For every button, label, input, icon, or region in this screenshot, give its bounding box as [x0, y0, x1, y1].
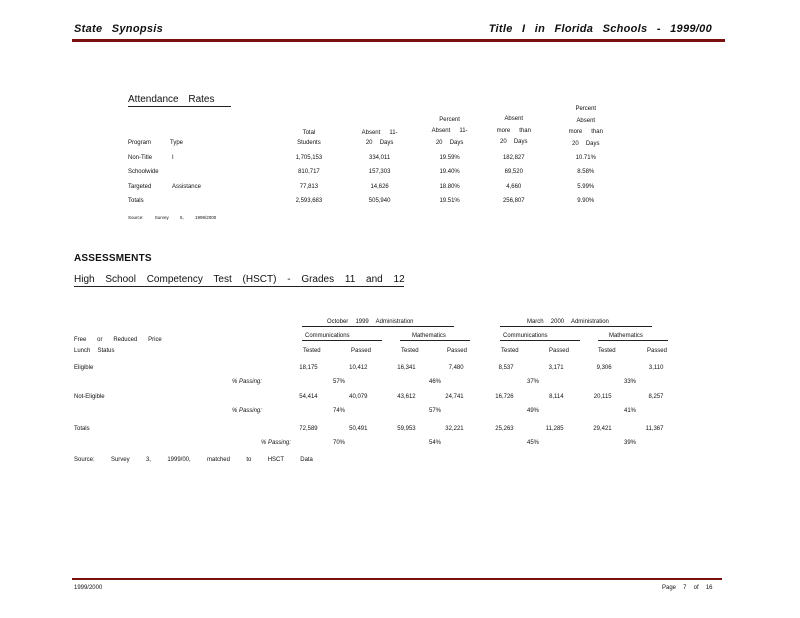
of-label: of [693, 584, 699, 591]
header-left-title: State Synopsis [74, 23, 164, 35]
cell-pct: 19.40% [439, 168, 460, 175]
group-label-line1: Free or Reduced Price [74, 336, 162, 343]
admin-march: March 2000 Administration [527, 318, 609, 325]
cell-absent: 14,626 [370, 183, 389, 190]
cell-pct-more: 9.90% [577, 197, 595, 204]
cell-absent-more: 69,520 [504, 168, 523, 175]
footer-year: 1999/2000 [74, 584, 103, 591]
col-pctmore-line3: more than [568, 128, 603, 135]
header-rule [72, 39, 725, 42]
col-total-line1: Total [302, 129, 316, 136]
col-absmore-line1: Absent [504, 115, 524, 122]
assessments-title: ASSESSMENTS [74, 253, 152, 264]
col-pct1120-line1: Percent [439, 116, 460, 123]
passing-label: % Passing: [232, 407, 262, 414]
value-cell: 43,612 [397, 393, 416, 400]
admin-march-underline [500, 326, 652, 327]
underline [598, 340, 668, 341]
underline [302, 340, 382, 341]
hsct-subtitle-underline [74, 286, 404, 287]
value-cell: 9,306 [596, 364, 612, 371]
subject-mar-mathematics: Mathematics [609, 332, 643, 339]
cell-pct-more: 10.71% [575, 154, 596, 161]
cell-absent: 157,303 [368, 168, 391, 175]
col-tested: Tested [401, 347, 419, 354]
footer-rule [72, 578, 722, 580]
cell-type: Assistance [172, 183, 201, 190]
col-pctmore-line4: 20 Days [572, 140, 600, 147]
pct-cell: 45% [527, 439, 539, 446]
pct-cell: 46% [429, 378, 441, 385]
value-cell: 3,110 [648, 364, 664, 371]
col-program: Program [128, 139, 151, 146]
attendance-title: Attendance Rates [128, 94, 215, 105]
value-cell: 25,263 [495, 425, 514, 432]
attendance-title-underline [128, 106, 231, 107]
pct-cell: 33% [624, 378, 636, 385]
underline [500, 340, 580, 341]
page-total: 16 [705, 584, 713, 591]
value-cell: 8,257 [648, 393, 664, 400]
col-passed: Passed [351, 347, 371, 354]
underline [400, 340, 470, 341]
header-right-title: Title I in Florida Schools - 1999/00 [488, 23, 712, 35]
col-pctmore-line1: Percent [575, 105, 597, 112]
col-tested: Tested [303, 347, 321, 354]
passing-label: % Passing: [261, 439, 291, 446]
value-cell: 40,079 [349, 393, 368, 400]
cell-total: 810,717 [298, 168, 320, 175]
pct-cell: 57% [333, 378, 345, 385]
col-abs1120-line1: Absent 11- [361, 129, 398, 136]
cell-absent: 334,011 [369, 154, 391, 161]
value-cell: 72,589 [299, 425, 318, 432]
col-total-line2: Students [297, 139, 321, 146]
col-passed: Passed [549, 347, 569, 354]
admin-october: October 1999 Administration [327, 318, 414, 325]
row-label: Totals [74, 425, 90, 432]
value-cell: 32,221 [445, 425, 464, 432]
pct-cell: 37% [527, 378, 539, 385]
cell-program: Totals [128, 197, 144, 204]
cell-pct-more: 5.99% [577, 183, 595, 190]
cell-total: 77,813 [299, 183, 319, 190]
cell-pct: 18.80% [439, 183, 460, 190]
group-label-line2: Lunch Status [74, 347, 115, 354]
subject-mar-communications: Communications [503, 332, 548, 339]
value-cell: 29,421 [593, 425, 612, 432]
value-cell: 3,171 [548, 364, 564, 371]
value-cell: 50,491 [349, 425, 368, 432]
col-pct1120-line3: 20 Days [435, 139, 464, 146]
cell-type: I [172, 154, 174, 161]
value-cell: 16,726 [495, 393, 514, 400]
value-cell: 10,412 [349, 364, 368, 371]
pct-cell: 74% [333, 407, 345, 414]
page-number: 7 [683, 584, 687, 591]
footer-page-indicator [662, 584, 713, 591]
value-cell: 54,414 [299, 393, 318, 400]
value-cell: 7,480 [448, 364, 464, 371]
pct-cell: 39% [624, 439, 636, 446]
cell-absent: 505,940 [368, 197, 391, 204]
value-cell: 18,175 [299, 364, 318, 371]
value-cell: 8,537 [498, 364, 514, 371]
assessments-source: Source: Survey 3, 1999/00, matched to HSCT Data [74, 456, 313, 463]
subject-oct-communications: Communications [305, 332, 350, 339]
col-pctmore-line2: Absent [576, 117, 596, 124]
pct-cell: 41% [624, 407, 636, 414]
cell-program: Schoolwide [128, 168, 159, 175]
col-passed: Passed [647, 347, 667, 354]
col-pct1120-line2: Absent 11- [431, 127, 468, 134]
cell-absent-more: 256,807 [502, 197, 525, 204]
passing-label: % Passing: [232, 378, 262, 385]
cell-program: Targeted [128, 183, 152, 190]
col-absmore-line2: more than [496, 127, 531, 134]
value-cell: 16,341 [397, 364, 416, 371]
col-absmore-line3: 20 Days [500, 138, 528, 145]
cell-absent-more: 182,827 [502, 154, 525, 161]
value-cell: 59,953 [397, 425, 416, 432]
col-tested: Tested [598, 347, 616, 354]
pct-cell: 49% [527, 407, 539, 414]
cell-total: 2,593,683 [295, 197, 323, 204]
hsct-subtitle: High School Competency Test (HSCT) - Grades 11 and 12 [74, 274, 405, 285]
subject-oct-mathematics: Mathematics [412, 332, 446, 339]
col-abs1120-line2: 20 Days [365, 139, 394, 146]
cell-program: Non-Title [128, 154, 153, 161]
row-label: Eligible [74, 364, 94, 371]
cell-total: 1,705,153 [295, 154, 323, 161]
col-tested: Tested [501, 347, 519, 354]
attendance-source: Source: Survey 5, 1999/2000 [128, 215, 217, 220]
pct-cell: 54% [429, 439, 441, 446]
cell-pct: 19.59% [439, 154, 460, 161]
cell-absent-more: 4,660 [506, 183, 522, 190]
row-label: Not-Eligible [74, 393, 105, 400]
value-cell: 24,741 [445, 393, 464, 400]
pct-cell: 57% [429, 407, 441, 414]
col-passed: Passed [447, 347, 467, 354]
admin-october-underline [302, 326, 454, 327]
value-cell: 20,115 [593, 393, 612, 400]
cell-pct-more: 8.58% [577, 168, 595, 175]
value-cell: 11,367 [645, 425, 664, 432]
page-label: Page [662, 584, 676, 591]
cell-pct: 19.51% [439, 197, 460, 204]
pct-cell: 70% [333, 439, 345, 446]
value-cell: 8,114 [549, 393, 564, 400]
col-type: Type [170, 139, 183, 146]
value-cell: 11,285 [545, 425, 564, 432]
